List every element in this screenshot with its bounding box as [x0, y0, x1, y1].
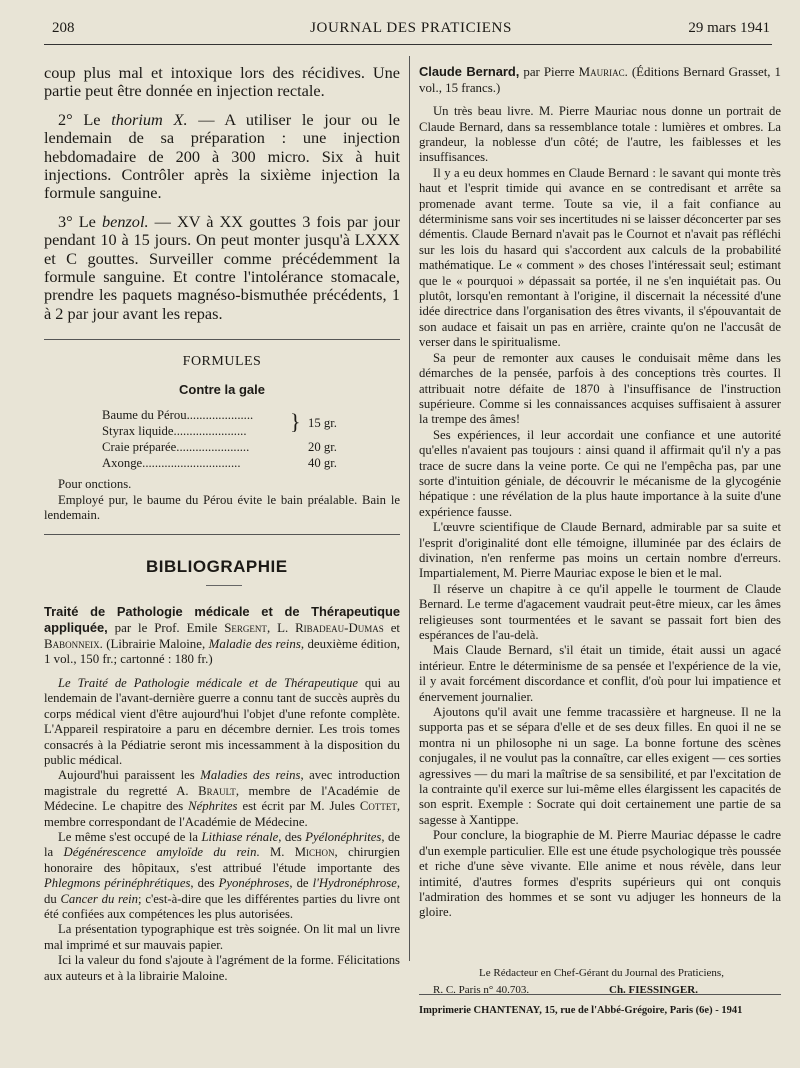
review-paragraph: Sa peur de remonter aux causes le conduisait même dans les démarches de la pensée, parfois à des conceptions très courtes. Il attribuait notre défaite de 1870 à l'insuffisance de l'instruction supérieure. Comme si les connaissances acquises suffisaient à assurer la trempe des âmes! [419, 350, 781, 427]
section-divider [44, 534, 400, 535]
paragraph-recidives: coup plus mal et intoxique lors des récidives. Une partie peut être donnée en injection rectale. [44, 63, 400, 101]
traite-paragraph: Aujourd'hui paraissent les Maladies des reins, avec introduction magistrale du regretté A. Brault, membre de l'Académie de Médecine. Le chapitre des Néphrites est écrit par M. Jules Cottet, membre correspondant de l'Académie de Médecine. [44, 768, 400, 829]
recipe-item: Baume du Pérou..................... [102, 408, 254, 423]
footer-rule [419, 994, 781, 995]
review-paragraph: Mais Claude Bernard, s'il était un timide, était aussi un agacé intérieur. Entre le déterminisme de sa pensée et l'expérience de la vie, il y avait forcément discordance et conflit, d'où pour lui impatience et énervement journalier. [419, 643, 781, 704]
editor-line: Le Rédacteur en Chef-Gérant du Journal des Praticiens, [479, 967, 724, 979]
traite-paragraph: Ici la valeur du fond s'ajoute à l'agrément de la forme. Félicitations aux auteurs et à la librairie Maloine. [44, 953, 400, 983]
section-divider [44, 339, 400, 340]
review-paragraph: Pour conclure, la biographie de M. Pierre Mauriac dépasse le cadre d'un exemple particulier. Elle est une étude psychologique très poussée et riche d'une sève vivante. Elle anime et nous révèle, dans leur intimité, d'autres formes d'esprits supérieurs qui ont conquis l'admiration des hommes et se sont vu adjuger les honneurs de la gloire. [419, 828, 781, 920]
recipe-item: Axonge............................... [102, 456, 241, 471]
traite-paragraph: La présentation typographique est très soignée. On lit mal un livre mal imprimé et sur mauvais papier. [44, 922, 400, 952]
recipe-qty: 15 gr. [308, 416, 337, 431]
review-paragraph: L'œuvre scientifique de Claude Bernard, admirable par sa suite et l'esprit d'originalité dont elle témoigne, illuminée par des éclairs de divination, n'en renferme pas moins un certain nombre d'erreurs. Impartialement, M. Pierre Mauriac expose le bien et le mal. [419, 520, 781, 581]
page-header [52, 20, 770, 42]
gale-heading: Contre la gale [179, 382, 265, 398]
claude-bernard-citation: Claude Bernard, par Pierre Mauriac. (Éditions Bernard Grasset, 1 vol., 15 francs.) [419, 64, 781, 95]
recipe-brace: } [290, 409, 301, 435]
paragraph-benzol: 3° Le benzol. — XV à XX gouttes 3 fois par jour pendant 10 à 15 jours. On peut monter jusqu'à LXXX et C gouttes. Surveiller comme précédemment la formule sanguine. Et contre l'intolérance stomacale, prendre les paquets magnéso-bismuthée précédents, 1 à 2 par jour avant les repas. [44, 211, 400, 323]
journal-title: JOURNAL DES PRATICIENS [310, 20, 512, 36]
issue-date: 29 mars 1941 [688, 20, 770, 36]
onctions-note: Pour onctions. [58, 477, 132, 492]
treatment-section [44, 64, 400, 323]
traite-paragraph: Le Traité de Pathologie médicale et de Thérapeutique qui au lendemain de l'avant-dernière guerre a connu tant de succès auprès du corps médical vient d'être aujourd'hui l'objet d'une refonte complète. L'Appareil respiratoire a paru en décembre dernier. Les trois tomes consacrés à la Pédiatrie seront mis incessamment à la disposition du public médical. [44, 675, 400, 767]
paragraph-thorium: 2° Le thorium X. — A utiliser le jour ou le lendemain de sa préparation : une injection hebdomadaire de 200 à 300 micro. Six à huit injections. Contrôler après la sixième injection la formule sanguine. [44, 109, 400, 203]
printer-line: Imprimerie CHANTENAY, 15, rue de l'Abbé-Grégoire, Paris (6e) - 1941 [419, 1005, 743, 1016]
left-column [44, 64, 400, 984]
review-paragraph: Il y a eu deux hommes en Claude Bernard : le savant qui monte très haut et l'esprit timide qui avance en se contredisant et arrête sa promenade avant terme. Toute sa vie, il a fait confiance au déterminisme sans voir ses incertitudes ni se laisser déconcerter par ses démentis. Claude Bernard n'avait pas le Cournot et n'avait pas réfléchi sur les lois du hasard qui s'accordent aux calculs de la probabilité mathématique. Le « comment » des choses l'intéressait seul; estimant que le « pourquoi » dépassait sa portée, il ne s'en inquiétait pas. Ou plutôt, lorsqu'en remontant à l'origine, il discernait la nécessité d'une idée directrice dans l'organisation des êtres vivants, il s'épouvantait de son audace et faisait un pas en arrière, crainte qu'on ne l'accusât de verser dans le spiritualisme. [419, 165, 781, 350]
benzol-term: benzol. [101, 211, 149, 231]
recipe-qty: 40 gr. [308, 456, 337, 471]
column-divider [409, 56, 410, 961]
recipe-item: Styrax liquide....................... [102, 424, 247, 439]
editor-signature: Ch. FIESSINGER. [609, 984, 698, 996]
recipe-notes [44, 477, 400, 523]
heading-underline [206, 585, 242, 586]
registry-number: R. C. Paris n° 40.703. [433, 984, 530, 996]
right-column [419, 64, 781, 921]
thorium-term: thorium X. [111, 109, 188, 129]
review-paragraph: Un très beau livre. M. Pierre Mauriac nous donne un portrait de Claude Bernard, dans sa ressemblance totale : lumières et ombres. La grandeur, la noblesse d'un côté; de l'autre, les faiblesses et les insuffisances. [419, 104, 781, 165]
claude-bernard-title: Claude Bernard, [419, 64, 520, 79]
recipe-table [102, 407, 400, 471]
traite-review [44, 604, 400, 985]
traite-citation: Traité de Pathologie médicale et de Thérapeutique appliquée, par le Prof. Emile Sergent, L. Ribadeau-Dumas et Babonneix. (Librairie Maloine, Maladie des reins, deuxième édition, 1 vol., 150 fr.; cartonné : 180 fr.) [44, 603, 400, 667]
emploi-note: Employé pur, le baume du Pérou évite le bain préalable. Bain le lendemain. [44, 492, 400, 523]
review-paragraph: Il réserve un chapitre à ce qu'il appelle le tourment de Claude Bernard. Le terme d'agacement vaudrait peut-être mieux, car les âmes religieuses sont tourmentées et le savant se passait fort bien des espérances de l'au-delà. [419, 581, 781, 642]
header-rule [44, 44, 772, 45]
formules-heading: FORMULES [182, 354, 262, 370]
page-number: 208 [52, 20, 75, 36]
recipe-qty: 20 gr. [308, 440, 337, 455]
traite-title: Traité de Pathologie médicale et de Thérapeutique appliquée, [44, 603, 400, 636]
traite-paragraph: Le même s'est occupé de la Lithiase rénale, des Pyélonéphrites, de la Dégénérescence amyloïde du rein. M. Michon, chirurgien honoraire des hôpitaux, s'est attribué l'étude importante des Phlegmons périnéphrétiques, des Pyonéphroses, de l'Hydronéphrose, du Cancer du rein; c'est-à-dire que les différentes parties du livre ont été confiées aux compétences les plus autorisées. [44, 829, 401, 921]
bibliographie-heading: BIBLIOGRAPHIE [146, 556, 288, 576]
recipe-item: Craie préparée....................... [102, 440, 250, 455]
review-paragraph: Ajoutons qu'il avait une femme tracassière et hargneuse. Il ne la supporta pas et se sépara d'elle et de ses deux filles. En quoi il ne se montra ni un philosophe ni un sage. La bonne fortune des scènes conjugales, il ne voulut pas la connaître, car elles exigent — ces sorties agressives — du mari la maîtrise de sa sensibilité, et par l'excitation de la contrainte qu'il exerce sur lui-même elles élargissent les capacités de son esprit. Exemple : Socrate qui doit certainement une partie de sa sagesse à Xantippe. [419, 705, 781, 827]
review-paragraph: Ses expériences, il leur accordait une confiance et une autorité qu'elles n'avaient pas toujours : ainsi quand il affirmait qu'il n'y a pas trace de sucre dans la veine porte. Ce qui ne l'empêcha pas, par une sorte d'intuition géniale, de découvrir le mécanisme de la glycogénie hépatique : une révélation de la plus haute importance à la suite d'une expérience fausse. [419, 427, 781, 519]
